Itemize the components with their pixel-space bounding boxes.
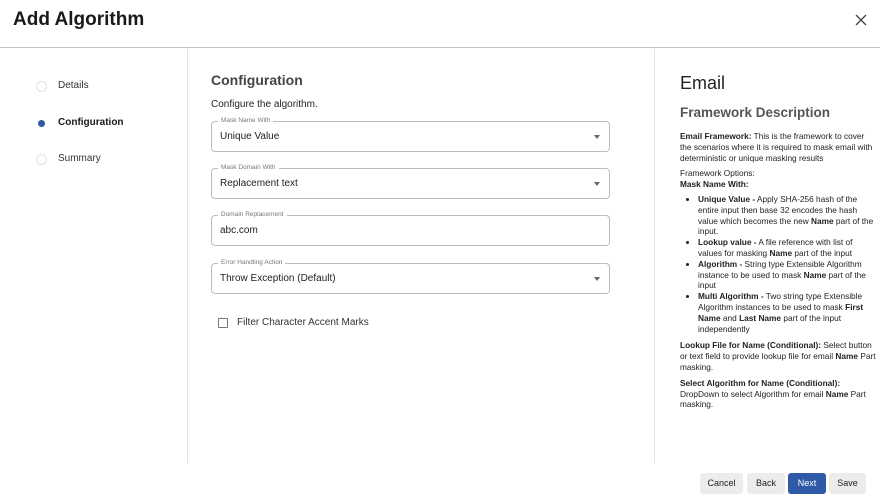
mask-domain-with-select[interactable] xyxy=(211,164,610,199)
close-icon[interactable] xyxy=(853,12,869,28)
step-active-icon xyxy=(38,120,45,127)
filter-accent-marks-checkbox[interactable] xyxy=(218,317,418,331)
field-value: Throw Exception (Default) xyxy=(220,273,336,284)
help-options-label: Framework Options: xyxy=(680,168,755,179)
help-mask-name-label: Mask Name With: xyxy=(680,179,749,190)
dialog-title: Add Algorithm xyxy=(13,9,145,30)
list-item: • Lookup value - A file reference with list of values for masking Name part of the input xyxy=(698,237,876,259)
help-paragraph: Select Algorithm for Name (Conditional): DropDown to select Algorithm for email Name Part masking. xyxy=(680,377,866,410)
back-button[interactable]: Back xyxy=(747,473,785,494)
field-value: Replacement text xyxy=(220,178,298,189)
field-label: Mask Name With xyxy=(218,117,273,124)
help-body xyxy=(680,131,876,415)
mask-name-with-select[interactable] xyxy=(211,117,610,152)
list-item: • Unique Value - Apply SHA-256 hash of the entire input then base 32 encodes the hash value which becomes the new Name part of the input. xyxy=(698,194,876,237)
list-item: • Multi Algorithm - Two string type Extensible Algorithm instances to be used to mask First Name and Last Name part of the input independently xyxy=(698,291,876,334)
field-label: Domain Replacement xyxy=(218,211,287,218)
domain-replacement-input[interactable] xyxy=(211,211,610,246)
help-title: Email xyxy=(680,73,726,93)
step-inactive-icon xyxy=(36,154,47,165)
field-label: Error Handling Action xyxy=(218,259,285,266)
save-button[interactable]: Save xyxy=(829,473,866,494)
error-handling-action-select[interactable] xyxy=(211,259,610,294)
field-label: Mask Domain With xyxy=(218,164,279,171)
cancel-button[interactable]: Cancel xyxy=(700,473,743,494)
help-paragraph: Email Framework: This is the framework to cover the scenarios where it is required to mask email with deterministic or unique masking results xyxy=(680,131,873,163)
dialog-header xyxy=(0,0,880,48)
next-button[interactable]: Next xyxy=(788,473,826,494)
field-value: abc.com xyxy=(220,225,258,236)
dropdown-caret-icon xyxy=(594,182,600,186)
stepper xyxy=(0,49,188,463)
step-details[interactable] xyxy=(33,77,183,97)
help-subtitle: Framework Description xyxy=(680,105,831,120)
step-inactive-icon xyxy=(36,81,47,92)
step-label: Details xyxy=(58,80,89,91)
step-label: Summary xyxy=(58,153,101,164)
help-panel xyxy=(680,49,876,463)
form-subtitle: Configure the algorithm. xyxy=(211,99,318,110)
dropdown-caret-icon xyxy=(594,135,600,139)
step-configuration[interactable] xyxy=(33,114,183,134)
field-value: Unique Value xyxy=(220,131,280,142)
list-item: • Algorithm - String type Extensible Algorithm instance to be used to mask Name part of the input xyxy=(698,259,876,291)
help-paragraph: Lookup File for Name (Conditional): Select button or text field to provide lookup file for email Name Part masking. xyxy=(680,340,876,372)
step-label: Configuration xyxy=(58,117,124,128)
dropdown-caret-icon xyxy=(594,277,600,281)
step-summary[interactable] xyxy=(33,150,183,170)
help-option-list xyxy=(698,194,876,334)
form-heading: Configuration xyxy=(211,72,303,88)
configuration-form xyxy=(189,49,655,463)
checkbox-icon[interactable] xyxy=(218,318,228,328)
checkbox-label: Filter Character Accent Marks xyxy=(237,317,369,328)
